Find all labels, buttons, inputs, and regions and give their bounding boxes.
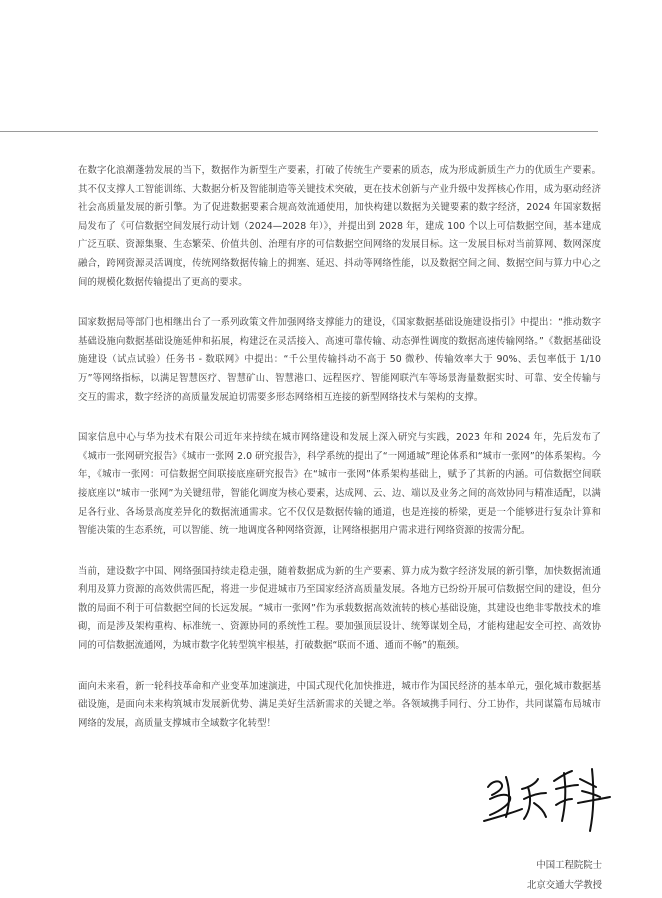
paragraph-1: 在数字化浪潮蓬勃发展的当下，数据作为新型生产要素，打破了传统生产要素的质态，成为形成新质生产力的优质生产要素。其不仅支撑人工智能训练、大数据分析及智能制造等关键技术突破，更在技术创新与产业升级中发挥核心作用，成为驱动经济社会高质量发展的新引擎。为了促进数据要素合规高效流通使用，加快构建以数据为关键要素的数字经济，2024 年国家数据局发布了《可信数据空间发展行动计划（2024—2028 年）》，并提出到 2028 年，建成 100 个以上可信数据空间，基本建成广泛互联、资源集聚、生态繁荣、价值共创、治理有序的可信数据空间网络的发展目标。这一发展目标对当前算网、数网深度融合，跨网资源灵活调度，传统网络数据传输上的拥塞、延迟、抖动等网络性能，以及数据空间之间、数据空间与算力中心之间的规模化数据传输提出了更高的要求。 [78,165,601,288]
paragraph-4: 当前，建设数字中国、网络强国持续走稳走强，随着数据成为新的生产要素、算力成为数字经济发展的新引擎，加快数据流通利用及算力资源的高效供需匹配，将进一步促进城市乃至国家经济高质量发展。各地方已纷纷开展可信数据空间的建设，但分散的局面不利于可信数据空间的长远发展。“城市一张网”作为承载数据高效流转的核心基础设施，其建设也绝非零散技术的堆砌，而是涉及架构重构、标准统一、资源协同的系统性工程。要加强顶层设计、统筹谋划全局，才能构建起安全可控、高效协同的可信数据流通网，为城市数字化转型筑牢根基，打破数据“联而不通、通而不畅”的瓶颈。 [78,565,601,652]
preface-body [78,162,601,755]
signature-affiliation-1: 中国工程院院士 [536,860,602,871]
paragraph-3: 国家信息中心与华为技术有限公司近年来持续在城市网络建设和发展上深入研究与实践，2023 年和 2024 年，先后发布了《城市一张网研究报告》《城市一张网 2.0 研究报告》，科学系统的提出了“一网通城”理论体系和“城市一张网”的体系架构。今年，《城市一张网：可信数据空间联接底座研究报告》在“城市一张网”体系架构基础上，赋予了其新的内涵。可信数据空间联接底座以“城市一张网”为关键纽带，智能化调度为核心要素，达成网、云、边、端以及业务之间的高效协同与精准适配，以满足各行业、各场景高度差异化的数据流通需求。它不仅仅是数据传输的通道，也是连接的桥梁，更是一个能够进行复杂计算和智能决策的生态系统，可以智能、统一地调度各种网络资源，让网络根据用户需求进行网络资源的按需分配。 [78,432,601,537]
handwritten-signature [476,759,616,839]
paragraph-5: 面向未来看，新一轮科技革命和产业变革加速演进，中国式现代化加快推进，城市作为国民经济的基本单元，强化城市数据基础设施，是面向未来构筑城市发展新优势、满足美好生活新需求的关键之举。各领域携手同行、分工协作，共同谋篇布局城市网络的发展，高质量支撑城市全域数字化转型！ [78,680,601,729]
signature-affiliation-2: 北京交通大学教授 [526,880,602,891]
paragraph-2: 国家数据局等部门也相继出台了一系列政策文件加强网络支撑能力的建设，《国家数据基础设施建设指引》中提出：“推动数字基础设施向数据基础设施延伸和拓展，构建泛在灵活接入、高速可靠传输、动态弹性调度的数据高速传输网络。”《数据基础设施建设（试点试验）任务书 - 数联网》中提出：“千公里传输抖动不高于 50 微秒、传输效率大于 90%、丢包率低于 1/10 万”等网络指标，以满足智慧医疗、智慧矿山、智慧港口、远程医疗、智能网联汽车等场景海量数据实时、可靠、安全传输与交互的需求，数字经济的高质量发展迫切需要多形态网络相互连接的新型网络技术与架构的支撑。 [78,317,601,403]
header-divider [0,131,598,132]
